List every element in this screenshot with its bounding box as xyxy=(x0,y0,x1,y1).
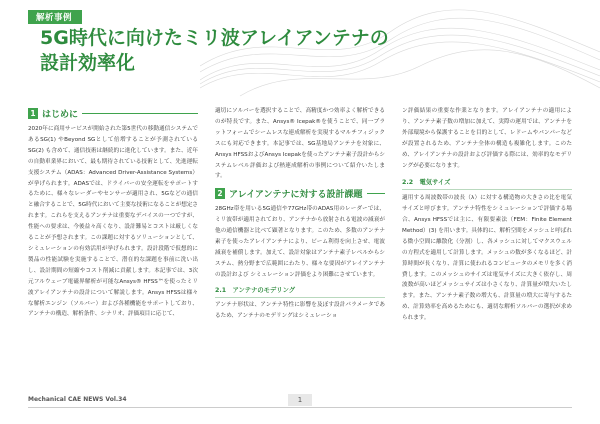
section-title: はじめに xyxy=(42,109,79,120)
body-paragraph: アンテナ形状は、アンテナ特性に影響を及ぼす設計パラメータであるため、アンテナのモデリングはシミュレーショ xyxy=(215,302,385,320)
section-number: 1 xyxy=(28,108,38,119)
column-1 xyxy=(28,106,198,320)
section-title: アレイアンテナに対する設計課題 xyxy=(229,189,363,200)
column-3 xyxy=(402,106,572,324)
body-paragraph: 適用する周波数帯の波長（λ）に対する構造物の大きさの比を電気サイズと呼びます。アンテナ特性をシミュレーションで評価する場合、Ansys HFSSでは主に、有限要素法（FEM：Finite Element Method）(3) を用います。具体的に、解析空間をメッシュと呼ばれる微小空間に離散化（分割）し、各メッシュに対してマクスウェルの方程式を適用して計算します。メッシュの数が多くなるほど、計算時間が長くなり、計算に使われるコンピュータのメモリを多く消費します。このメッシュのサイズは電気サイズに大きく依存し、周波数が高いほどメッシュサイズは小さくなり、計算量が増大いたします。また、アンテナ素子数の増大も、計算量の増大に寄与するため、計算効率を高めるためにも、適切な解析ソルバーの選択が求められます。 xyxy=(402,195,572,322)
subsection-title: 2.1 アンテナのモデリング xyxy=(215,286,296,294)
subsection-rule xyxy=(402,189,572,190)
category-tag: 解析事例 xyxy=(28,10,82,24)
page-number: 1 xyxy=(288,394,312,406)
subsection-title: 2.2 電気サイズ xyxy=(402,179,451,187)
section-number: 2 xyxy=(215,188,225,199)
footer-rule xyxy=(28,407,572,408)
journal-name: Mechanical CAE NEWS Vol.34 xyxy=(28,396,127,403)
column-2 xyxy=(215,106,385,322)
body-paragraph: 28GHz帯を用いる5G通信や77GHz帯のADAS用のレーダーでは、ミリ波帯が適用されており、アンテナから放射される電波の減衰が他の通信機器と比べて顕著となります。このため、多数のアンテナ素子を使ったアレイアンテナにより、ビーム利得を向上させ、電波減衰を補償します。加えて、設計対象はアンテナ素子レベルからシステム、熱分野まで広範囲にわたり、様々な要因がアレイアンテナの設計および シミュレーション評価をより困難にさせています。 xyxy=(215,206,385,278)
body-paragraph: 適切にソルバーを選択することで、高精度かつ効率よく解析できるのが特長です。また、Ansys® Icepak®を使うことで、同一プラットフォームでシームレスな連成解析を実現するマルチフィジックスにも対応できます。本記事では、SG基地局アンテナを対象に、Ansys HFSSおよびAnsys Icepakを使ったアンテナ素子設計からシステムレベル評価および熱連成解析の事例について紹介いたします。 xyxy=(215,108,385,180)
section-rule xyxy=(367,193,385,194)
body-paragraph: ン評価結果の重要な作業となります。アレイアンテナの適用により、アンテナ素子数の増加に加えて、実際の運用では、アンテナを外部環境から保護することを目的として、レドームやバンパーなどが設置されるため、アンテナ全体の構造も複雑化します。このため、アレイアンテナの設計および評価する際には、効率的なモデリングが必要になります。 xyxy=(402,108,572,169)
section-rule xyxy=(82,113,198,114)
section-heading-1 xyxy=(28,106,198,120)
body-paragraph: 2020年に商用サービスが開始された第5世代の移動通信システムであるSG(1) やBeyond SGとして倍増することが予測されているSG(2) も含めて、通信技術は継続的に進化しています。また、近年の自動車業界において、最も期待されている技術として、先進運転支援システム（ADAS：Advanced Driver-Assistance Systems）が挙げられます。ADASでは、ドライバーの安全運転をサポートするために、様々なレーダーやセンサーが適用され、5Gなどの通信と融合することで、5G時代において主要な技術になることが想定されます。これらを支えるアンテナは重要なデバイスの一つですが、性能への要求は、今後益々高くなり、設計難易とコストは厳しくなることが予想されます。この課題に対するソリューションとして、シミュレーションの有効活用が挙げられます。設計段階で仮想的に製品の性能試験を実施することで、潜在的な課題を事前に洗い出し、設計期間の短縮やコスト削減に貢献します。本記事では、3次元フルウェーブ電磁界解析が可能なAnsys® HFSS™を使ったミリ波アレイアンテナの設計について解説します。Ansys HFSSは様々な解析エンジン（ソルバー）および各種機能をサポートしており、アンテナの構造、解析条件、シナリオ、評価項目に応じて、 xyxy=(28,126,199,318)
page-title: 5G時代に向けたミリ波アレイアンテナの 設計効率化 xyxy=(40,27,389,74)
subsection-rule xyxy=(215,297,385,298)
section-heading-2 xyxy=(215,186,385,200)
